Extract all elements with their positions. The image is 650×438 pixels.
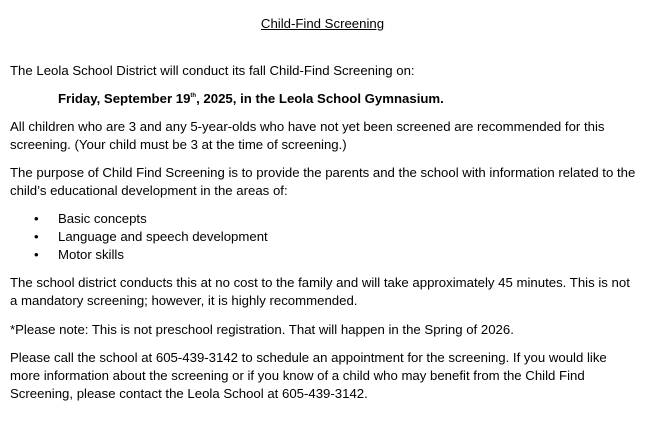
bullet-icon: • [34, 229, 39, 244]
event-day-month: Friday, September 19 [58, 91, 191, 106]
eligibility-paragraph: All children who are 3 and any 5-year-olds who have not yet been screened are recommended for this screening. (Your child must be 3 at the time of screening.) [10, 119, 605, 152]
event-date-location [58, 90, 444, 108]
development-areas-list [10, 210, 268, 264]
contact-paragraph: Please call the school at 605-439-3142 to schedule an appointment for the screening. If you would like more information about the screening or if you know of a child who may benefit from the Child Find Screening, please contact the Leola School at 605-439-3142. [10, 350, 607, 401]
list-item [10, 228, 268, 246]
document-title: Child-Find Screening [260, 16, 385, 31]
list-item-label: Language and speech development [58, 229, 268, 244]
cost-paragraph: The school district conducts this at no cost to the family and will take approximately 45 minutes. This is not a mandatory screening; however, it is highly recommended. [10, 275, 630, 308]
bullet-icon: • [34, 247, 39, 262]
list-item-label: Motor skills [58, 247, 124, 262]
list-item-label: Basic concepts [58, 211, 147, 226]
list-item [10, 246, 268, 264]
note-paragraph: *Please note: This is not preschool registration. That will happen in the Spring of 2026. [10, 322, 514, 337]
event-day-suffix: th [190, 93, 197, 99]
purpose-paragraph: The purpose of Child Find Screening is to provide the parents and the school with information related to the child’s educational development in the areas of: [10, 165, 636, 198]
list-item [10, 210, 268, 228]
bullet-icon: • [34, 211, 39, 226]
intro-paragraph: The Leola School District will conduct its fall Child-Find Screening on: [10, 63, 415, 78]
event-details: , 2025, in the Leola School Gymnasium. [196, 91, 444, 106]
